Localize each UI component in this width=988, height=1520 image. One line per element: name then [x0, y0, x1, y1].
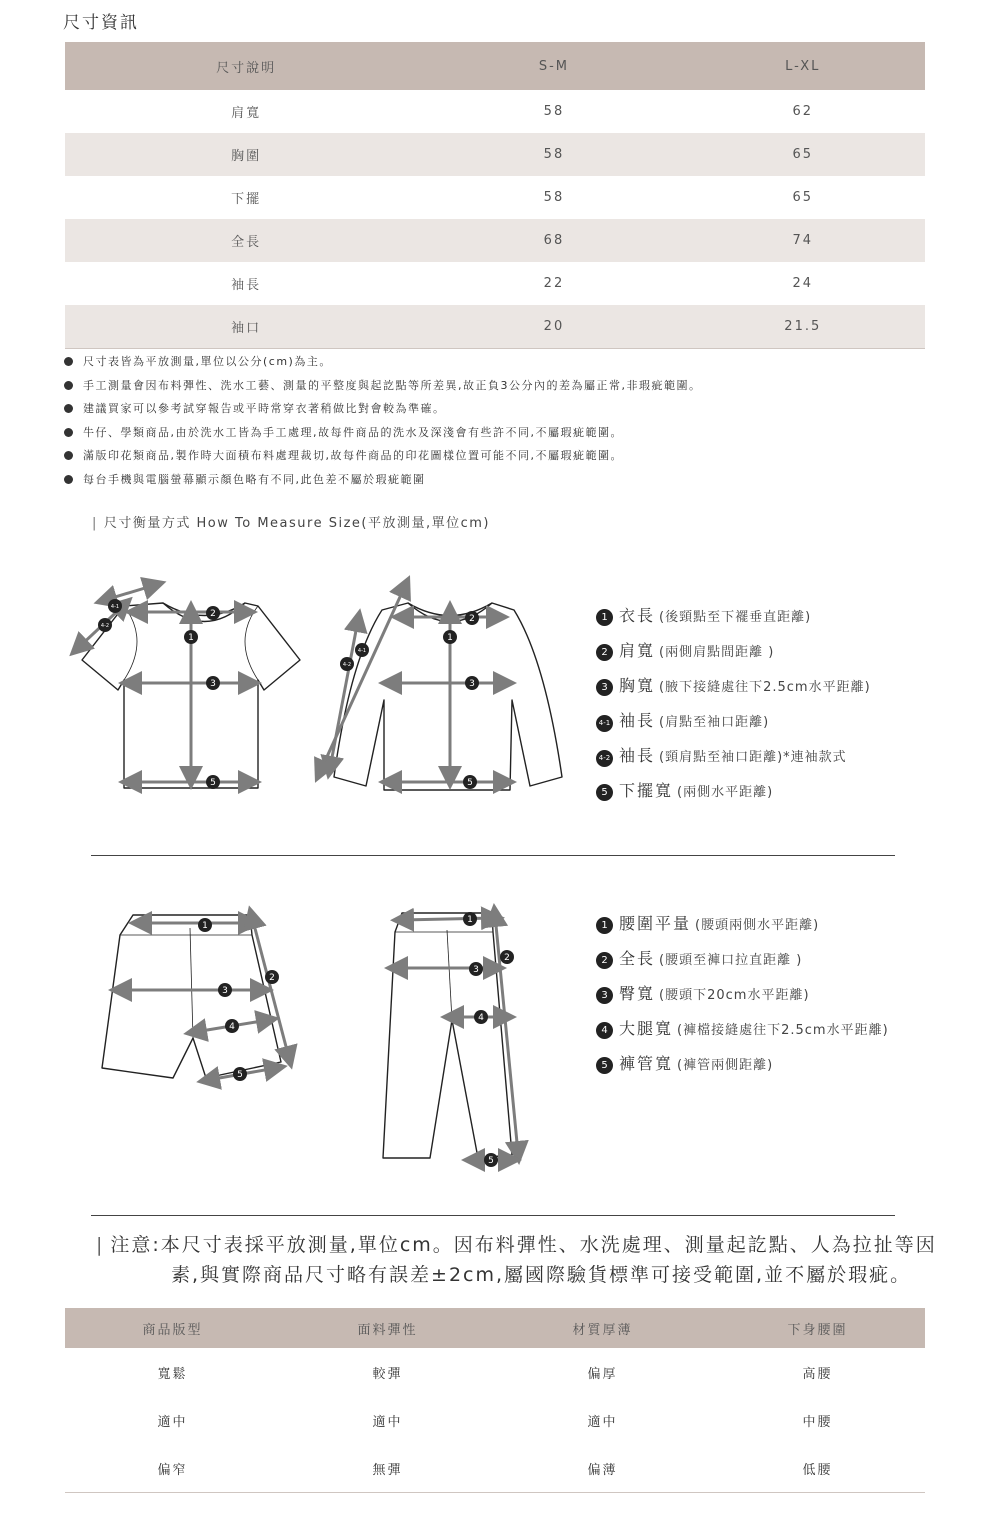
pants-outline — [383, 913, 512, 1158]
svg-text:2: 2 — [469, 614, 475, 624]
divider — [91, 1215, 895, 1216]
marker-shorts-4 — [225, 1019, 239, 1033]
attr-cell: 適中 — [587, 1414, 618, 1430]
divider — [91, 855, 895, 856]
note-text: 尺寸表皆為平放測量,單位以公分(cm)為主。 — [83, 355, 332, 368]
row-value-sm: 22 — [543, 276, 565, 291]
disclaimer-line-1: 注意:本尺寸表採平放測量,單位cm。因布料彈性、水洗處理、測量起訖點、人為拉扯等因 — [110, 1234, 937, 1256]
legend-number-icon: 2 — [596, 644, 613, 661]
attr-cell: 適中 — [157, 1414, 188, 1430]
legend-label: 胸寬 — [619, 676, 656, 695]
attr-cell: 中腰 — [802, 1414, 833, 1430]
note-text: 牛仔、學類商品,由於洗水工皆為手工處理,故每件商品的洗水及深淺會有些許不同,不屬瑕疵範圍。 — [83, 425, 623, 439]
size-header-sm: S-M — [427, 42, 680, 90]
marker-pants-3 — [469, 962, 483, 976]
legend-desc: (腰頭下20cm水平距離) — [659, 988, 810, 1003]
svg-text:4-1: 4-1 — [357, 648, 367, 654]
marker-pants-2 — [500, 950, 514, 964]
legend-number-icon: 3 — [596, 679, 613, 696]
row-label: 袖口 — [65, 305, 427, 349]
marker-tshirt-3 — [206, 676, 220, 690]
marker-tshirt-41 — [108, 599, 122, 613]
attr-cell: 高腰 — [802, 1366, 833, 1382]
svg-text:1: 1 — [467, 915, 473, 925]
legend-number-icon: 3 — [596, 987, 613, 1004]
legend-number-icon: 4 — [596, 1022, 613, 1039]
legend-item — [596, 638, 774, 661]
note-text: 滿版印花類商品,製作時大面積布料處理裁切,故每件商品的印花圖樣位置可能不同,不屬瑕疵範圍。 — [83, 449, 623, 463]
legend-label: 大腿寬 — [619, 1019, 674, 1038]
row-value-sm: 58 — [427, 133, 680, 176]
legend-desc: (褲檔接縫處往下2.5cm水平距離) — [677, 1023, 889, 1038]
legend-item — [596, 1016, 889, 1039]
legend-item — [596, 778, 773, 801]
row-value-lxl: 65 — [681, 133, 925, 176]
legend-label: 下擺寬 — [619, 781, 674, 800]
svg-text:4-1: 4-1 — [110, 604, 120, 610]
legend-desc: (後頸點至下襬垂直距離) — [659, 610, 812, 625]
marker-longsleeve-41 — [355, 643, 369, 657]
legend-number-icon: 4-1 — [596, 715, 613, 732]
row-value-lxl: 24 — [792, 276, 814, 291]
legend-desc: (頸肩點至袖口距離)*連袖款式 — [659, 750, 847, 765]
marker-longsleeve-42 — [340, 657, 354, 671]
svg-text:1: 1 — [188, 633, 194, 643]
legend-item — [596, 743, 847, 767]
row-value-sm: 68 — [427, 219, 680, 262]
row-value-lxl: 62 — [792, 104, 814, 119]
svg-text:3: 3 — [473, 965, 479, 975]
marker-shorts-3 — [218, 983, 232, 997]
table-row — [65, 1396, 925, 1444]
legend-label: 全長 — [619, 949, 656, 968]
legend-item — [596, 603, 811, 626]
marker-pants-4 — [474, 1010, 488, 1024]
svg-text:2: 2 — [210, 609, 216, 619]
svg-text:3: 3 — [222, 986, 228, 996]
svg-text:3: 3 — [469, 679, 475, 689]
legend-label: 衣長 — [619, 606, 656, 625]
row-value-lxl: 21.5 — [681, 305, 925, 349]
marker-pants-5 — [484, 1153, 498, 1167]
row-value-lxl: 74 — [681, 219, 925, 262]
row-label: 全長 — [65, 219, 427, 262]
attr-header: 材質厚薄 — [495, 1308, 710, 1348]
attribute-table — [65, 1308, 925, 1493]
legend-item — [596, 673, 871, 696]
svg-text:4: 4 — [478, 1013, 484, 1023]
row-value-sm: 20 — [427, 305, 680, 349]
legend-desc: (腰頭至褲口拉直距離 ) — [659, 953, 803, 968]
marker-shorts-1 — [198, 918, 212, 932]
svg-text:5: 5 — [210, 778, 216, 788]
legend-desc: (腋下接縫處往下2.5cm水平距離) — [659, 680, 871, 695]
disclaimer-line-2: 素,與實際商品尺寸略有誤差±2cm,屬國際驗貨標準可接受範圍,並不屬於瑕疵。 — [171, 1264, 912, 1286]
svg-text:5: 5 — [488, 1156, 494, 1166]
marker-longsleeve-5 — [463, 775, 477, 789]
svg-text:4-2: 4-2 — [100, 623, 110, 629]
svg-text:5: 5 — [467, 778, 473, 788]
legend-label: 臀寬 — [619, 984, 656, 1003]
svg-text:4-2: 4-2 — [342, 662, 352, 668]
row-value-sm: 58 — [543, 190, 565, 205]
legend-desc: (肩點至袖口距離) — [659, 715, 770, 730]
disclaimer-bar: | — [96, 1234, 105, 1256]
attr-header: 商品版型 — [65, 1308, 280, 1348]
legend-desc: (褲管兩側距離) — [677, 1058, 774, 1073]
legend-item — [596, 981, 810, 1004]
marker-longsleeve-2 — [465, 611, 479, 625]
attr-cell: 偏厚 — [587, 1366, 618, 1382]
row-value-sm: 58 — [543, 104, 565, 119]
marker-tshirt-5 — [206, 775, 220, 789]
svg-text:1: 1 — [447, 633, 453, 643]
attr-cell: 寬鬆 — [157, 1366, 188, 1382]
attr-cell: 偏窄 — [65, 1444, 280, 1493]
table-row — [65, 1444, 925, 1493]
table-row — [65, 1348, 925, 1396]
legend-label: 褲管寬 — [619, 1054, 674, 1073]
legend-label: 腰圍平量 — [619, 914, 692, 933]
legend-label: 袖長 — [619, 746, 656, 765]
legend-item — [596, 911, 819, 934]
svg-text:2: 2 — [269, 973, 275, 983]
marker-tshirt-1 — [184, 630, 198, 644]
legend-number-icon: 5 — [596, 784, 613, 801]
attr-cell: 適中 — [372, 1414, 403, 1430]
legend-item — [596, 1051, 773, 1074]
legend-number-icon: 4-2 — [596, 750, 613, 767]
legend-item — [596, 708, 769, 732]
legend-number-icon: 5 — [596, 1057, 613, 1074]
disclaimer — [96, 1230, 937, 1290]
legend-number-icon: 1 — [596, 917, 613, 934]
note-text: 建議買家可以參考試穿報告或平時常穿衣著稍做比對會較為準確。 — [83, 402, 446, 416]
legend-number-icon: 2 — [596, 952, 613, 969]
note-text: 手工測量會因布料彈性、洗水工藝、測量的平整度與起訖點等所差異,故正負3公分內的差為屬正常,非瑕疵範圍。 — [83, 378, 702, 392]
marker-longsleeve-1 — [443, 630, 457, 644]
marker-shorts-2 — [265, 970, 279, 984]
legend-desc: (兩側肩點間距離 ) — [659, 645, 775, 660]
attr-cell: 低腰 — [710, 1444, 925, 1493]
svg-text:5: 5 — [237, 1070, 243, 1080]
row-label: 下擺 — [231, 192, 262, 207]
marker-longsleeve-3 — [465, 676, 479, 690]
attr-cell: 偏薄 — [495, 1444, 710, 1493]
size-header-label: 尺寸說明 — [65, 42, 427, 90]
legend-label: 袖長 — [619, 711, 656, 730]
size-header-lxl: L-XL — [681, 42, 925, 90]
attr-header: 下身腰圍 — [710, 1308, 925, 1348]
marker-tshirt-42 — [98, 618, 112, 632]
row-value-lxl: 65 — [792, 190, 814, 205]
svg-text:2: 2 — [504, 953, 510, 963]
marker-pants-1 — [463, 912, 477, 926]
legend-desc: (腰頭兩側水平距離) — [695, 918, 820, 933]
marker-shorts-5 — [233, 1067, 247, 1081]
attr-cell: 較彈 — [372, 1366, 403, 1382]
section-title: 尺寸資訊 — [63, 13, 139, 33]
legend-desc: (兩側水平距離) — [677, 785, 774, 800]
marker-tshirt-2 — [206, 606, 220, 620]
legend-item — [596, 946, 802, 969]
measure-heading-text: 尺寸衡量方式 How To Measure Size(平放測量,單位cm) — [103, 516, 490, 531]
row-label: 袖長 — [231, 278, 262, 293]
note-text: 每台手機與電腦螢幕顯示顏色略有不同,此色差不屬於瑕疵範圍 — [83, 472, 426, 486]
attr-header: 面料彈性 — [280, 1308, 495, 1348]
row-label: 胸圍 — [65, 133, 427, 176]
row-label: 肩寬 — [231, 106, 262, 121]
attribute-table-header — [65, 1308, 925, 1348]
attr-cell: 無彈 — [280, 1444, 495, 1493]
heading-bar: | — [92, 516, 98, 531]
svg-text:4: 4 — [229, 1022, 235, 1032]
svg-text:3: 3 — [210, 679, 216, 689]
svg-text:1: 1 — [202, 921, 208, 931]
legend-label: 肩寬 — [619, 641, 656, 660]
legend-number-icon: 1 — [596, 609, 613, 626]
